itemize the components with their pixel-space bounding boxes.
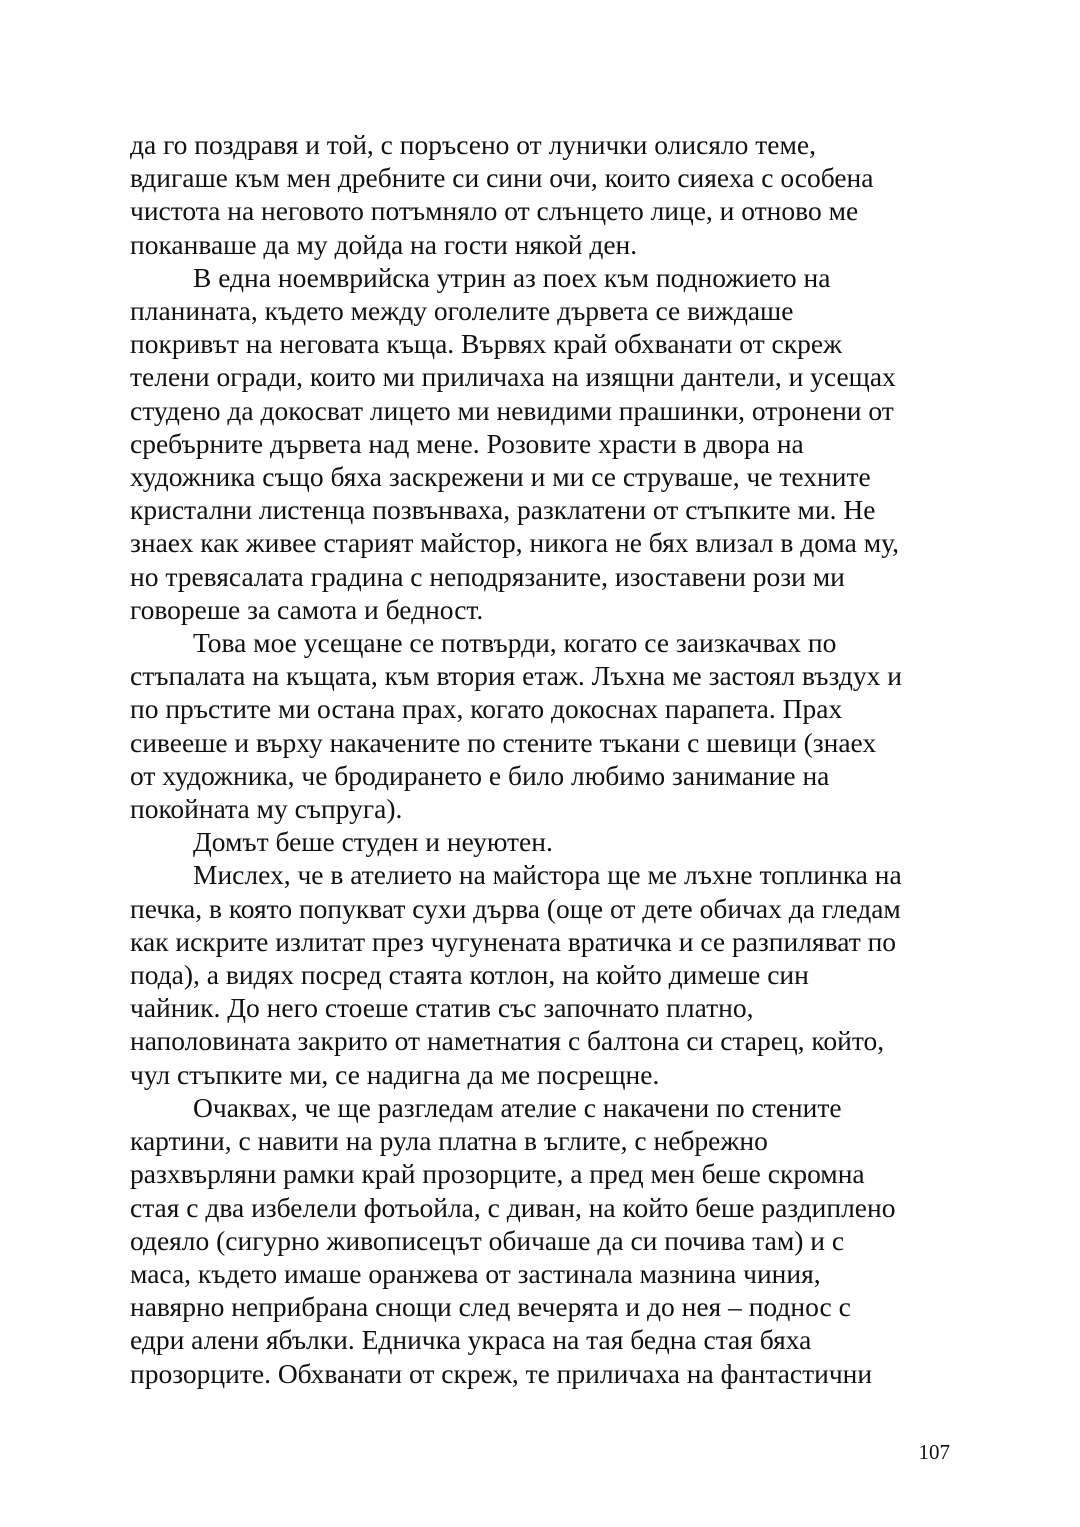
text-line: навярно неприбрана снощи след вечерята и до нея – поднос с (130, 1291, 851, 1323)
paragraph (130, 858, 955, 1090)
paragraph (130, 1091, 955, 1390)
text-line: сивееше и върху накачените по стените тъкани с шевици (знаех (130, 726, 877, 758)
text-line: от художника, че бродирането е било любимо занимание на (130, 759, 830, 791)
text-line: чистота на неговото потъмняло от слънцето лице, и отново ме (130, 195, 859, 227)
text-line: чул стъпките ми, се надигна да ме посрещне. (130, 1058, 660, 1090)
text-line: поканваше да му дойда на гости някой ден. (130, 228, 638, 260)
text-line: разхвърляни рамки край прозорците, а пред мен беше скромна (130, 1158, 865, 1190)
page-number: 107 (918, 1440, 950, 1464)
text-line: стъпалата на къщата, към втория етаж. Лъхна ме застоял въздух и (130, 660, 902, 692)
text-line: Домът беше студен и неуютен. (193, 826, 553, 858)
text-line: прозорците. Обхванати от скреж, те приличаха на фантастични (130, 1357, 873, 1389)
text-line: да го поздравя и той, с поръсено от лунички олисяло теме, (130, 129, 816, 160)
text-line: знаех как живее старият майстор, никога не бях влизал в дома му, (130, 527, 899, 559)
text-line: планината, където между оголелите дървета се виждаше (130, 295, 794, 327)
text-line: по пръстите ми остана прах, когато докоснах парапета. Прах (130, 693, 843, 725)
text-line: как искрите излитат през чугунената вратичка и се разпиляват по (130, 925, 897, 957)
text-line: но тревясалата градина с неподрязаните, изоставени рози ми (130, 560, 845, 592)
text-line: телени огради, които ми приличаха на изящни дантели, и усещах (130, 361, 896, 393)
text-line: Това мое усещане се потвърди, когато се заизкачвах по (193, 627, 837, 659)
text-line: покойната му съпруга). (130, 793, 403, 825)
text-line: пода), а видях посред стаята котлон, на който димеше син (130, 959, 809, 991)
text-line: одеяло (сигурно живописецът обичаше да си почива там) и с (130, 1224, 845, 1256)
text-line: чайник. До него стоеше статив със започнато платно, (130, 992, 754, 1024)
text-line: художника също бяха заскрежени и ми се струваше, че техните (130, 461, 871, 493)
paragraph (130, 261, 955, 626)
text-line: В една ноемврийска утрин аз поех към подножието на (193, 261, 831, 293)
text-line: говореше за самота и бедност. (130, 593, 484, 625)
paragraph (130, 825, 955, 858)
text-line: печка, в която попукват сухи дърва (още от дете обичах да гледам (130, 892, 901, 924)
text-line: Мислех, че в ателието на майстора ще ме лъхне топлинка на (193, 859, 902, 891)
text-line: кристални листенца позвънваха, разклатени от стъпките ми. Не (130, 494, 876, 526)
page-body (130, 128, 955, 1390)
text-line: едри алени ябълки. Едничка украса на тая бедна стая бяха (130, 1324, 812, 1356)
text-line: покривът на неговата къща. Вървях край обхванати от скреж (130, 328, 843, 360)
paragraph (130, 128, 955, 261)
paragraph (130, 626, 955, 825)
text-line: вдигаше към мен дребните си сини очи, които сияеха с особена (130, 162, 874, 194)
text-line: стая с два избелели фотьойла, с диван, на който беше раздиплено (130, 1191, 896, 1223)
text-line: картини, с навити на рула платна в ъглите, с небрежно (130, 1125, 768, 1157)
text-line: сребърните дървета над мене. Розовите храсти в двора на (130, 427, 804, 459)
text-line: Очаквах, че ще разгледам ателие с накачени по стените (193, 1091, 842, 1123)
text-line: студено да докосват лицето ми невидими прашинки, отронени от (130, 394, 894, 426)
text-line: наполовината закрито от наметнатия с балтона си старец, който, (130, 1025, 885, 1057)
text-line: маса, където имаше оранжева от застинала мазнина чиния, (130, 1257, 821, 1289)
